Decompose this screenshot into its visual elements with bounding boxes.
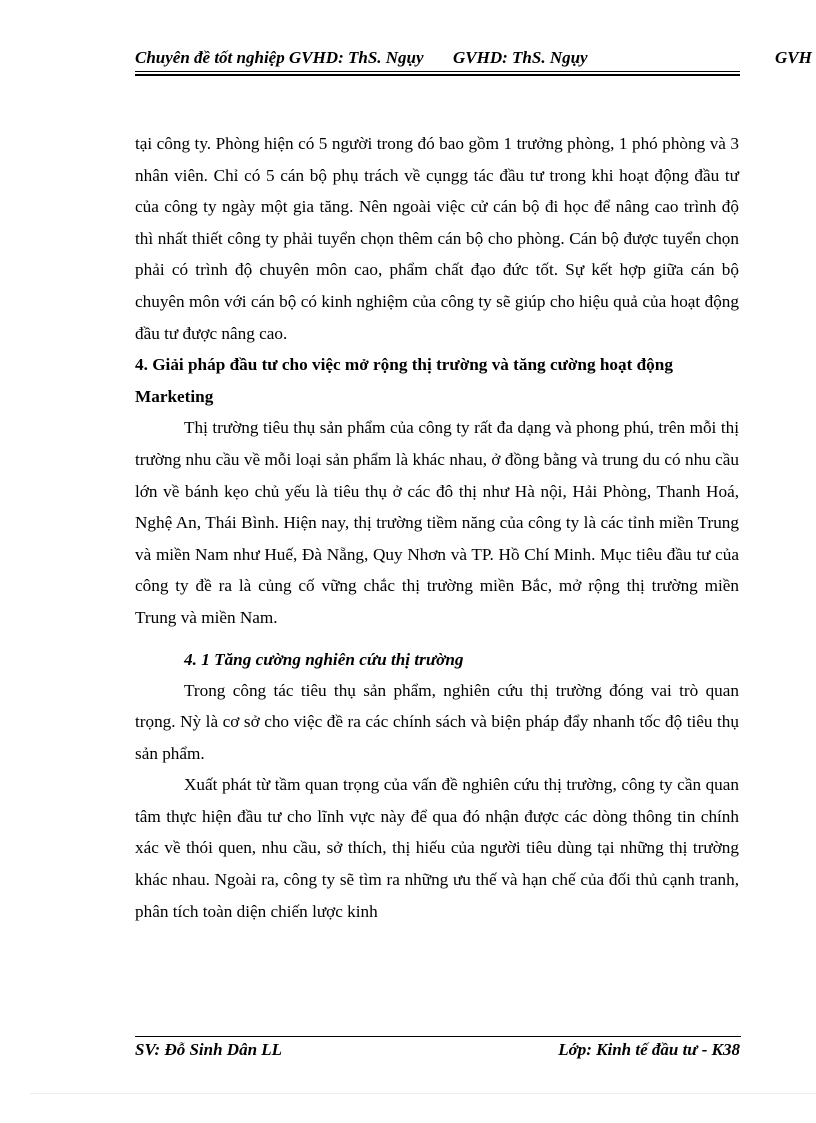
footer-class: Lớp: Kinh tế đầu tư - K38 <box>558 1040 740 1059</box>
subsection-heading-4-1: 4. 1 Tăng cường nghiên cứu thị trường <box>184 649 464 669</box>
footer-student: SV: Đỗ Sinh Dân LL <box>135 1040 283 1059</box>
header-middle-text: GVHD: ThS. Ngụy <box>453 48 588 67</box>
header-right-text: GVH <box>775 48 812 67</box>
footer-rule <box>135 1036 741 1037</box>
paragraph-research-importance: Xuất phát từ tầm quan trọng của vấn đề nghiên cứu thị trường, công ty cần quan tâm thực hiện đầu tư cho lĩnh vực này để qua đó nhận được các dòng thông tin chính xác về thói quen, nhu cầu, sở thích, thị hiếu của người tiêu dùng tại những thị trường khác nhau. Ngoài ra, công ty sẽ tìm ra những ưu thế và hạn chế của đối thủ cạnh tranh, phân tích toàn diện chiến lược kinh <box>135 775 739 921</box>
header-rule-thick <box>135 74 740 76</box>
paragraph-staffing: tại công ty. Phòng hiện có 5 người trong đó bao gồm 1 trưởng phòng, 1 phó phòng và 3 nhân viên. Chỉ có 5 cán bộ phụ trách về cụngg tác đầu tư trong khi hoạt động đầu tư của công ty ngày một gia tăng. Nên ngoài việc cử cán bộ đi học để nâng cao trình độ thì nhất thiết công ty phải tuyển chọn thêm cán bộ cho phòng. Cán bộ được tuyển chọn phải có trình độ chuyên môn cao, phẩm chất đạo đức tốt. Sự kết hợp giữa cán bộ chuyên môn với cán bộ có kinh nghiệm của công ty sẽ giúp cho hiệu quả của hoạt động đầu tư được nâng cao. <box>135 134 739 343</box>
paragraph-market: Thị trường tiêu thụ sản phẩm của công ty rất đa dạng và phong phú, trên mỗi thị trường nhu cầu về mỗi loại sản phẩm là khác nhau, ở đồng bằng và trung du có nhu cầu lớn về bánh kẹo chủ yếu là tiêu thụ ở các đô thị như Hà nội, Hải Phòng, Thanh Hoá, Nghệ An, Thái Bình. Hiện nay, thị trường tiềm năng của công ty là các tỉnh miền Trung và miền Nam như Huế, Đà Nẵng, Quy Nhơn và TP. Hồ Chí Minh. Mục tiêu đầu tư của công ty đề ra là củng cố vững chắc thị trường miền Bắc, mở rộng thị trường miền Trung và miền Nam. <box>135 418 739 627</box>
header-rule-thin <box>135 71 740 72</box>
header-left-text: Chuyên đề tốt nghiệp GVHD: ThS. Ngụy <box>135 48 424 67</box>
page-header <box>135 48 816 72</box>
page-body <box>135 128 739 927</box>
section-heading-4: 4. Giải pháp đầu tư cho việc mở rộng thị trường và tăng cường hoạt động Marketing <box>135 355 673 406</box>
page-bottom-divider <box>30 1093 816 1094</box>
paragraph-research-role: Trong công tác tiêu thụ sản phẩm, nghiên cứu thị trường đóng vai trò quan trọng. Nỳ là cơ sở cho việc đề ra các chính sách và biện pháp đẩy nhanh tốc độ tiêu thụ sản phẩm. <box>135 680 739 763</box>
